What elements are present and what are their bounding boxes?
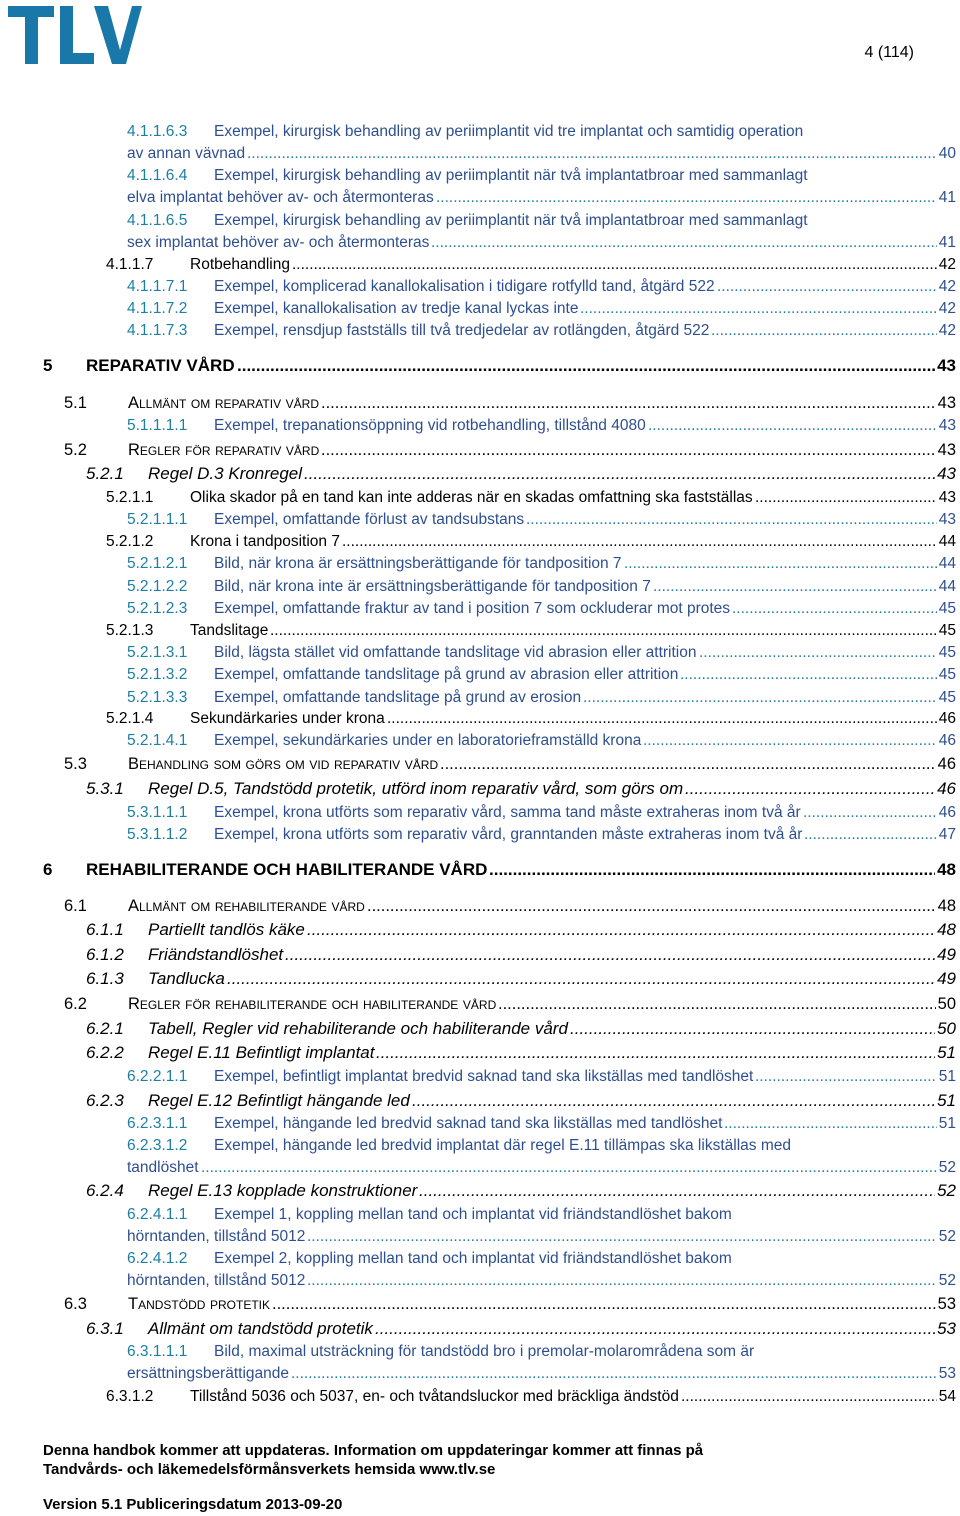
toc-entry-title: Bild, när krona inte är ersättningsberättigande för tandposition 7 bbox=[214, 578, 651, 595]
toc-leader-dots bbox=[247, 144, 937, 164]
toc-leader-dots bbox=[321, 440, 936, 460]
toc-entry-number: 6.3 bbox=[64, 1295, 87, 1313]
toc-leader-dots bbox=[583, 688, 937, 708]
toc-entry-number: 5.2.1.3 bbox=[106, 622, 154, 639]
toc-leader-dots bbox=[291, 1364, 937, 1384]
toc-entry-page: 43 bbox=[937, 356, 956, 375]
toc-entry-title: Exempel, hängande led bredvid saknad tand ska likställas med tandlöshet bbox=[214, 1115, 723, 1132]
footer-notice-line1: Denna handbok kommer att uppdateras. Information om uppdateringar kommer att finnas på bbox=[43, 1442, 704, 1459]
toc-entry-number: 5.1.1.1.1 bbox=[127, 417, 188, 434]
toc-entry-title-continued: av annan vävnad bbox=[127, 145, 246, 162]
toc-entry-page: 51 bbox=[937, 1043, 956, 1062]
toc-entry-page: 46 bbox=[938, 732, 956, 749]
toc-entry-page: 52 bbox=[937, 1181, 956, 1200]
toc-entry-number: 6.2.4.1.2 bbox=[127, 1250, 188, 1267]
toc-leader-dots bbox=[227, 969, 935, 989]
toc-leader-dots bbox=[440, 754, 936, 774]
toc-leader-dots bbox=[498, 994, 936, 1014]
toc-entry-page: 45 bbox=[938, 689, 956, 706]
toc-entry-page: 53 bbox=[937, 1319, 956, 1338]
toc-entry-title: Olika skador på en tand kan inte adderas när en skadas omfattning ska fastställas bbox=[190, 489, 753, 506]
toc-entry-title: Sekundärkaries under krona bbox=[190, 710, 385, 727]
tlv-logo bbox=[8, 6, 142, 66]
toc-entry-number: 5.2.1.4.1 bbox=[127, 732, 188, 749]
toc-entry-number: 6.2.3.1.2 bbox=[127, 1137, 188, 1154]
toc-entry-number: 5.3.1.1.1 bbox=[127, 804, 188, 821]
page-number: 4 (114) bbox=[864, 44, 914, 61]
toc-entry-title-continued: ersättningsberättigande bbox=[127, 1365, 290, 1382]
toc-entry-title: Bild, när krona är ersättningsberättigande för tandposition 7 bbox=[214, 555, 622, 572]
toc-entry-title: Regel D.3 Kronregel bbox=[148, 464, 303, 483]
toc-entry-page: 50 bbox=[937, 1019, 956, 1038]
toc-leader-dots bbox=[376, 1043, 935, 1063]
toc-leader-dots bbox=[685, 779, 935, 799]
toc-entry-number: 6.2.1 bbox=[86, 1019, 124, 1038]
toc-entry-number: 5.2.1.1.1 bbox=[127, 511, 188, 528]
toc-entry-page: 50 bbox=[937, 995, 956, 1013]
toc-entry-page: 52 bbox=[938, 1228, 956, 1245]
toc-leader-dots bbox=[292, 255, 937, 275]
toc-entry-title: Exempel, trepanationsöppning vid rotbehandling, tillstånd 4080 bbox=[214, 417, 646, 434]
toc-entry-number: 4.1.1.7 bbox=[106, 256, 154, 273]
toc-leader-dots bbox=[680, 665, 937, 685]
toc-leader-dots bbox=[580, 299, 937, 319]
toc-entry-title: REPARATIV VÅRD bbox=[86, 356, 235, 375]
toc-entry-title: Tandlucka bbox=[148, 969, 225, 988]
toc-entry-title: Krona i tandposition 7 bbox=[190, 533, 340, 550]
toc-entry-title: Regel D.5, Tandstödd protetik, utförd inom reparativ vård, som görs om bbox=[148, 779, 684, 798]
toc-entry-number: 5.1 bbox=[64, 394, 87, 412]
toc-entry-number: 6.1 bbox=[64, 897, 87, 915]
toc-entry-number: 5.2.1 bbox=[86, 464, 124, 483]
toc-entry-title-continued: hörntanden, tillstånd 5012 bbox=[127, 1272, 306, 1289]
toc-entry-title: Friändstandlöshet bbox=[148, 945, 284, 964]
toc-leader-dots bbox=[436, 188, 937, 208]
toc-entry-title: Exempel, sekundärkaries under en laboratorieframställd krona bbox=[214, 732, 642, 749]
toc-entry-title: Partiellt tandlös käke bbox=[148, 920, 305, 939]
toc-entry-number: 6.2.3.1.1 bbox=[127, 1115, 188, 1132]
toc-leader-dots bbox=[285, 945, 935, 965]
toc-leader-dots bbox=[489, 860, 935, 880]
toc-entry-number: 5.2.1.2.3 bbox=[127, 600, 188, 617]
toc-entry-page: 43 bbox=[937, 441, 956, 459]
toc-entry-page: 42 bbox=[938, 256, 956, 273]
toc-leader-dots bbox=[755, 488, 937, 508]
toc-entry-number: 5.2.1.2.2 bbox=[127, 578, 188, 595]
toc-entry-page: 45 bbox=[938, 600, 956, 617]
toc-entry-title: Exempel, befintligt implantat bredvid saknad tand ska likställas med tandlöshet bbox=[214, 1068, 754, 1085]
toc-entry-page: 54 bbox=[938, 1388, 956, 1405]
toc-leader-dots bbox=[307, 1271, 937, 1291]
toc-entry-page: 45 bbox=[938, 666, 956, 683]
toc-entry-page: 45 bbox=[938, 644, 956, 661]
toc-leader-dots bbox=[803, 803, 937, 823]
toc-entry-title: Exempel, rensdjup fastställs till två tredjedelar av rotlängden, åtgärd 522 bbox=[214, 322, 710, 339]
toc-entry-page: 48 bbox=[937, 860, 956, 879]
toc-entry-number: 4.1.1.7.1 bbox=[127, 278, 188, 295]
toc-entry-title: Exempel, omfattande tandslitage på grund av abrasion eller attrition bbox=[214, 666, 679, 683]
toc-entry-page: 43 bbox=[938, 511, 956, 528]
toc-entry-number: 5.3.1.1.2 bbox=[127, 826, 188, 843]
toc-entry-page: 49 bbox=[937, 969, 956, 988]
toc-entry-page: 45 bbox=[938, 622, 956, 639]
toc-entry-number: 5.2.1.3.2 bbox=[127, 666, 188, 683]
toc-leader-dots bbox=[237, 356, 935, 376]
toc-leader-dots bbox=[724, 1114, 937, 1134]
toc-entry-page: 49 bbox=[937, 945, 956, 964]
toc-leader-dots bbox=[387, 709, 937, 729]
toc-leader-dots bbox=[717, 277, 937, 297]
toc-entry-title: Exempel, kirurgisk behandling av periimplantit när två implantatbroar med sammanlagt bbox=[214, 212, 808, 229]
toc-entry-title: Regel E.11 Befintligt implantat bbox=[148, 1043, 375, 1062]
toc-leader-dots bbox=[270, 621, 937, 641]
toc-entry-page: 43 bbox=[937, 394, 956, 412]
toc-entry-number: 4.1.1.7.2 bbox=[127, 300, 188, 317]
toc-entry-page: 46 bbox=[938, 804, 956, 821]
toc-entry-number: 6.2.2.1.1 bbox=[127, 1068, 188, 1085]
toc-entry-number: 4.1.1.6.4 bbox=[127, 167, 188, 184]
toc-entry-title: Regel E.13 kopplade konstruktioner bbox=[148, 1181, 418, 1200]
toc-leader-dots bbox=[711, 321, 937, 341]
toc-leader-dots bbox=[307, 1227, 937, 1247]
toc-leader-dots bbox=[526, 510, 937, 530]
toc-leader-dots bbox=[307, 920, 935, 940]
toc-entry-title: Exempel, omfattande tandslitage på grund av erosion bbox=[214, 689, 582, 706]
toc-entry-title: Exempel, omfattande förlust av tandsubstans bbox=[214, 511, 525, 528]
toc-entry-page: 53 bbox=[937, 1295, 956, 1313]
footer-notice-line2: Tandvårds- och läkemedelsförmånsverkets hemsida www.tlv.se bbox=[43, 1461, 496, 1478]
toc-entry-number: 5.2.1.4 bbox=[106, 710, 154, 727]
toc-entry-title: Regel E.12 Befintligt hängande led bbox=[148, 1091, 410, 1110]
toc-entry-title: Exempel, kirurgisk behandling av periimplantit när två implantatbroar med sammanlagt bbox=[214, 167, 808, 184]
toc-entry-title: Rotbehandling bbox=[190, 256, 290, 273]
toc-entry-page: 46 bbox=[937, 755, 956, 773]
toc-entry-number: 5.2.1.3.3 bbox=[127, 689, 188, 706]
toc-leader-dots bbox=[304, 464, 935, 484]
toc-entry-title: Bild, lägsta stället vid omfattande tandslitage vid abrasion eller attrition bbox=[214, 644, 697, 661]
toc-leader-dots bbox=[699, 643, 937, 663]
toc-entry-title: Exempel, hängande led bredvid implantat där regel E.11 tillämpas ska likställas med bbox=[214, 1137, 791, 1154]
toc-entry-title: Exempel, krona utförts som reparativ vård, samma tand måste extraheras inom två år bbox=[214, 804, 801, 821]
toc-entry-title: Tandstödd protetik bbox=[128, 1295, 271, 1313]
toc-leader-dots bbox=[681, 1387, 937, 1407]
toc-entry-page: 46 bbox=[938, 710, 956, 727]
toc-entry-title: Exempel, omfattande fraktur av tand i position 7 som ockluderar mot protes bbox=[214, 600, 731, 617]
toc-entry-title: Allmänt om reparativ vård bbox=[128, 394, 320, 412]
toc-leader-dots bbox=[321, 393, 936, 413]
toc-entry-page: 42 bbox=[938, 322, 956, 339]
toc-entry-number: 6.2.3 bbox=[86, 1091, 124, 1110]
toc-entry-page: 42 bbox=[938, 300, 956, 317]
toc-entry-page: 44 bbox=[938, 533, 956, 550]
toc-entry-page: 43 bbox=[938, 489, 956, 506]
toc-entry-page: 41 bbox=[938, 189, 956, 206]
toc-entry-title: Tandslitage bbox=[190, 622, 269, 639]
toc-entry-number: 5.2.1.2.1 bbox=[127, 555, 188, 572]
toc-leader-dots bbox=[272, 1294, 936, 1314]
toc-entry-page: 43 bbox=[938, 417, 956, 434]
toc-entry-title: Exempel, kanallokalisation av tredje kanal lyckas inte bbox=[214, 300, 579, 317]
toc-leader-dots bbox=[570, 1019, 935, 1039]
toc-entry-number: 5.2.1.1 bbox=[106, 489, 154, 506]
toc-entry-number: 5.3.1 bbox=[86, 779, 124, 798]
toc-entry-title: Exempel, komplicerad kanallokalisation i tidigare rotfylld tand, åtgärd 522 bbox=[214, 278, 715, 295]
toc-entry-page: 41 bbox=[938, 234, 956, 251]
toc-leader-dots bbox=[755, 1067, 937, 1087]
toc-leader-dots bbox=[201, 1158, 937, 1178]
footer-version: Version 5.1 Publiceringsdatum 2013-09-20 bbox=[43, 1496, 343, 1513]
toc-entry-title-continued: sex implantat behöver av- och återmonteras bbox=[127, 234, 430, 251]
toc-entry-page: 53 bbox=[938, 1365, 956, 1382]
toc-entry-page: 52 bbox=[938, 1159, 956, 1176]
toc-leader-dots bbox=[342, 532, 937, 552]
toc-entry-page: 51 bbox=[938, 1068, 956, 1085]
toc-leader-dots bbox=[419, 1181, 935, 1201]
toc-entry-page: 43 bbox=[937, 464, 956, 483]
toc-entry-title: Bild, maximal utsträckning för tandstödd bro i premolar-molarområdena som är bbox=[214, 1343, 755, 1360]
toc-entry-title: REHABILITERANDE OCH HABILITERANDE VÅRD bbox=[86, 860, 488, 879]
toc-entry-number: 5.2.1.2 bbox=[106, 533, 154, 550]
toc-leader-dots bbox=[431, 233, 937, 253]
toc-leader-dots bbox=[648, 416, 937, 436]
toc-leader-dots bbox=[367, 896, 936, 916]
toc-leader-dots bbox=[732, 599, 937, 619]
toc-entry-page: 51 bbox=[937, 1091, 956, 1110]
toc-entry-number: 5.2 bbox=[64, 441, 87, 459]
toc-entry-number: 6.2.4.1.1 bbox=[127, 1206, 188, 1223]
toc-entry-number: 6.1.3 bbox=[86, 969, 124, 988]
toc-entry-number: 5 bbox=[43, 356, 53, 375]
toc-entry-title: Regler för reparativ vård bbox=[128, 441, 320, 459]
toc-entry-title: Exempel, krona utförts som reparativ vård, granntanden måste extraheras inom två år bbox=[214, 826, 803, 843]
toc-entry-title: Tillstånd 5036 och 5037, en- och tvåtandsluckor med bräckliga ändstöd bbox=[190, 1388, 679, 1405]
toc-entry-page: 46 bbox=[937, 779, 956, 798]
toc-entry-number: 4.1.1.7.3 bbox=[127, 322, 188, 339]
toc-entry-title: Exempel 2, koppling mellan tand och implantat vid friändstandlöshet bakom bbox=[214, 1250, 732, 1267]
toc-entry-page: 51 bbox=[938, 1115, 956, 1132]
toc-entry-title: Regler för rehabiliterande och habiliterande vård bbox=[128, 995, 497, 1013]
toc-entry-number: 4.1.1.6.3 bbox=[127, 123, 188, 140]
toc-entry-page: 52 bbox=[938, 1272, 956, 1289]
toc-entry-number: 6.3.1 bbox=[86, 1319, 124, 1338]
toc-entry-title-continued: tandlöshet bbox=[127, 1159, 199, 1176]
toc-entry-number: 5.2.1.3.1 bbox=[127, 644, 188, 661]
toc-entry-title-continued: elva implantat behöver av- och återmonteras bbox=[127, 189, 434, 206]
toc-entry-number: 5.3 bbox=[64, 755, 87, 773]
toc-entry-title: Exempel 1, koppling mellan tand och implantat vid friändstandlöshet bakom bbox=[214, 1206, 732, 1223]
toc-entry-page: 44 bbox=[938, 578, 956, 595]
toc-entry-title: Behandling som görs om vid reparativ vård bbox=[128, 755, 439, 773]
toc-entry-number: 6.2.4 bbox=[86, 1181, 124, 1200]
toc-entry-number: 6.1.1 bbox=[86, 920, 124, 939]
toc-entry-number: 6.1.2 bbox=[86, 945, 124, 964]
toc-entry-page: 48 bbox=[937, 897, 956, 915]
toc-entry-title-continued: hörntanden, tillstånd 5012 bbox=[127, 1228, 306, 1245]
toc-entry-page: 44 bbox=[938, 555, 956, 572]
toc-entry-number: 6.3.1.2 bbox=[106, 1388, 154, 1405]
toc-leader-dots bbox=[653, 577, 937, 597]
toc-entry-title: Tabell, Regler vid rehabiliterande och habiliterande vård bbox=[148, 1019, 568, 1038]
toc-entry-page: 42 bbox=[938, 278, 956, 295]
toc-leader-dots bbox=[412, 1091, 935, 1111]
toc-entry-number: 6 bbox=[43, 860, 53, 879]
toc-leader-dots bbox=[804, 825, 937, 845]
toc-leader-dots bbox=[643, 731, 937, 751]
toc-leader-dots bbox=[375, 1319, 935, 1339]
toc-entry-page: 40 bbox=[938, 145, 956, 162]
toc-leader-dots bbox=[624, 554, 937, 574]
toc-entry-number: 6.2.2 bbox=[86, 1043, 124, 1062]
toc-entry-title: Exempel, kirurgisk behandling av periimplantit vid tre implantat och samtidig operation bbox=[214, 123, 804, 140]
toc-entry-title: Allmänt om tandstödd protetik bbox=[148, 1319, 373, 1338]
toc-entry-number: 4.1.1.6.5 bbox=[127, 212, 188, 229]
toc-entry-number: 6.2 bbox=[64, 995, 87, 1013]
toc-entry-title: Allmänt om rehabiliterande vård bbox=[128, 897, 365, 915]
toc-entry-number: 6.3.1.1.1 bbox=[127, 1343, 188, 1360]
toc-entry-page: 48 bbox=[937, 920, 956, 939]
toc-entry-page: 47 bbox=[938, 826, 956, 843]
